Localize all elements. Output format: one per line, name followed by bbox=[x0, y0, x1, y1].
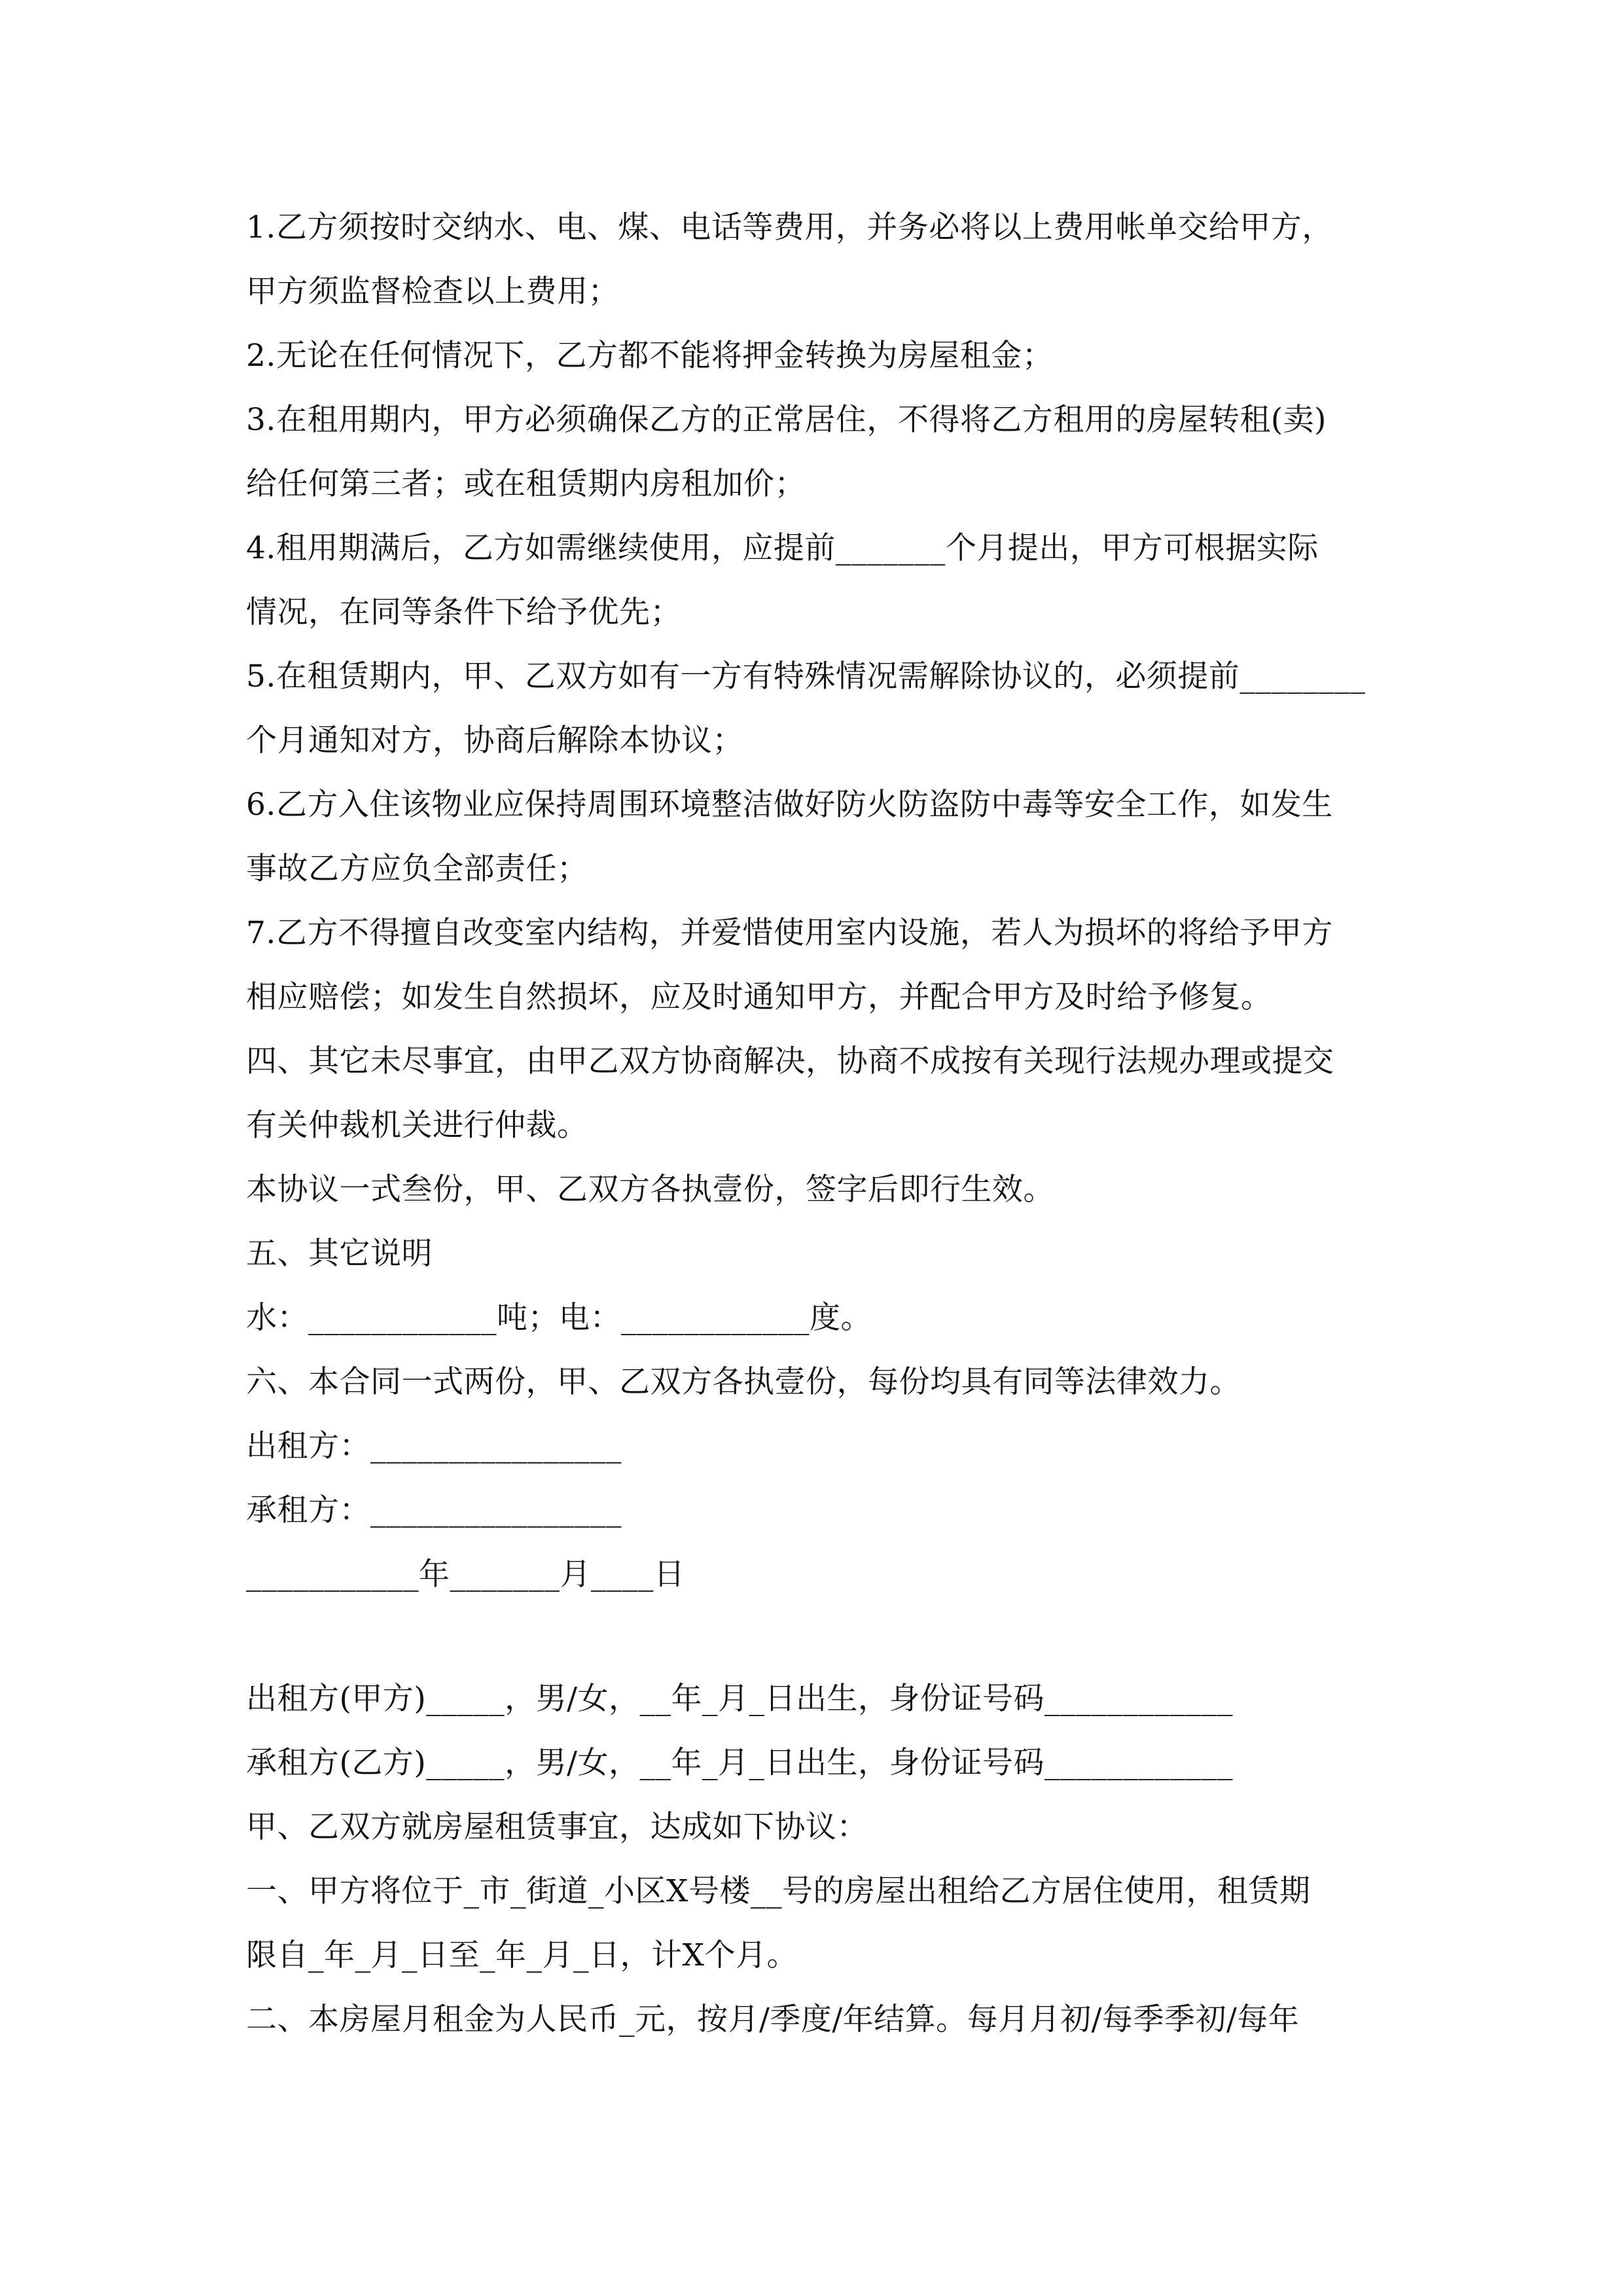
signature-date: ___________年_______月____日 bbox=[246, 1556, 685, 1592]
clause-5-line-2: 个月通知对方，协商后解除本协议； bbox=[246, 723, 743, 759]
copies-statement: 本协议一式叁份，甲、乙双方各执壹份，签字后即行生效。 bbox=[246, 1172, 1054, 1208]
clause-7-line-2: 相应赔偿；如发生自然损坏，应及时通知甲方，并配合甲方及时给予修复。 bbox=[246, 979, 1272, 1015]
clause-3-line-2: 给任何第三者；或在租赁期内房租加价； bbox=[246, 466, 806, 502]
party-b-info: 承租方(乙方)_____，男/女，__年_月_日出生，身份证号码____________ bbox=[246, 1745, 1234, 1781]
section-1-line-1: 一、甲方将位于_市_街道_小区X号楼__号的房屋出租给乙方居住使用，租赁期 bbox=[246, 1873, 1311, 1909]
clause-5-line-1: 5.在租赁期内，甲、乙双方如有一方有特殊情况需解除协议的，必须提前________ bbox=[246, 658, 1366, 694]
utility-readings: 水：____________吨；电：____________度。 bbox=[246, 1300, 872, 1336]
section-1-line-2: 限自_年_月_日至_年_月_日，计X个月。 bbox=[246, 1937, 798, 1973]
party-a-info: 出租方(甲方)_____，男/女，__年_月_日出生，身份证号码____________ bbox=[246, 1681, 1234, 1717]
clause-2: 2.无论在任何情况下，乙方都不能将押金转换为房屋租金； bbox=[246, 338, 1054, 374]
clause-7-line-1: 7.乙方不得擅自改变室内结构，并爱惜使用室内设施，若人为损坏的将给予甲方 bbox=[246, 915, 1333, 951]
lessee-signature: 承租方：________________ bbox=[246, 1492, 622, 1528]
clause-3-line-1: 3.在租用期内，甲方必须确保乙方的正常居住，不得将乙方租用的房屋转租(卖) bbox=[246, 402, 1327, 438]
clause-6-line-1: 6.乙方入住该物业应保持周围环境整洁做好防火防盗防中毒等安全工作，如发生 bbox=[246, 787, 1333, 823]
section-5-heading: 五、其它说明 bbox=[246, 1236, 433, 1272]
agreement-intro: 甲、乙双方就房屋租赁事宜，达成如下协议： bbox=[246, 1809, 868, 1845]
clause-4-line-2: 情况，在同等条件下给予优先； bbox=[246, 594, 681, 630]
section-2-line-1: 二、本房屋月租金为人民币_元，按月/季度/年结算。每月月初/每季季初/每年 bbox=[246, 2001, 1300, 2037]
section-4-line-1: 四、其它未尽事宜，由甲乙双方协商解决，协商不成按有关现行法规办理或提交 bbox=[246, 1043, 1334, 1079]
section-6: 六、本合同一式两份，甲、乙双方各执壹份，每份均具有同等法律效力。 bbox=[246, 1364, 1241, 1400]
lessor-signature: 出租方：________________ bbox=[246, 1428, 622, 1464]
clause-1-line-2: 甲方须监督检查以上费用； bbox=[246, 274, 619, 310]
section-4-line-2: 有关仲裁机关进行仲裁。 bbox=[246, 1107, 588, 1143]
clause-1-line-1: 1.乙方须按时交纳水、电、煤、电话等费用，并务必将以上费用帐单交给甲方， bbox=[246, 209, 1333, 245]
clause-4-line-1: 4.租用期满后，乙方如需继续使用，应提前_______个月提出，甲方可根据实际 bbox=[246, 530, 1319, 566]
clause-6-line-2: 事故乙方应负全部责任； bbox=[246, 851, 588, 887]
